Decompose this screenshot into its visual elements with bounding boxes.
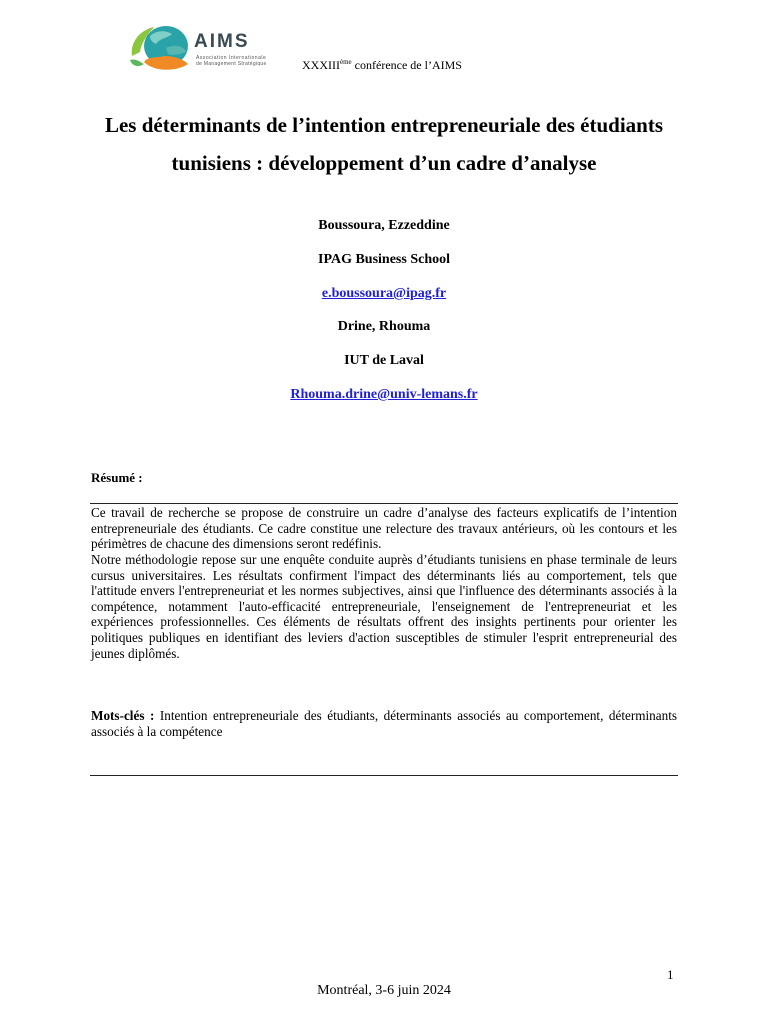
author-name-1: Boussoura, Ezzeddine xyxy=(318,218,450,233)
abstract-heading: Résumé : xyxy=(91,470,143,485)
keywords-label: Mots-clés : xyxy=(91,708,155,723)
conference-header xyxy=(302,58,462,73)
conference-ordinal: ème xyxy=(340,58,352,66)
keywords-text: Intention entrepreneuriale des étudiants, déterminants associés au comportement, déterminants associés à la compétence xyxy=(91,708,677,739)
logo-subtitle-line-1: Association Internationale xyxy=(196,55,267,61)
aims-globe-logo-icon xyxy=(126,22,192,74)
keywords xyxy=(91,708,677,739)
conference-name: conférence de l’AIMS xyxy=(351,58,462,72)
page-number: 1 xyxy=(667,967,674,982)
abstract-paragraph-1: Ce travail de recherche se propose de construire un cadre d’analyse des facteurs explicatifs de l’intention entrepreneuriale des étudiants. Ce cadre constitue une relecture des travaux antérieurs, où les contours et les périmètres de chacune des dimensions seront redéfinis. xyxy=(91,505,677,552)
author-name-2: Drine, Rhouma xyxy=(337,319,431,334)
logo-subtitle-line-2: de Management Stratégique xyxy=(196,61,267,67)
conference-number: XXXIII xyxy=(302,58,340,72)
aims-logo xyxy=(126,22,296,74)
author-affiliation-1: IPAG Business School xyxy=(318,252,450,267)
paper-title: Les déterminants de l’intention entrepreneuriale des étudiants tunisiens : développement d’un cadre d’analyse xyxy=(104,113,664,175)
abstract-paragraph-2: Notre méthodologie repose sur une enquête conduite auprès d’étudiants tunisiens en phase terminale de leurs cursus universitaires. Les résultats confirment l'impact des déterminants liés au comportement, tels que l'attitude envers l'entrepreneuriat et les normes subjectives, ainsi que l'influence des déterminants associés à la compétence, notamment l'auto-efficacité entrepreneuriale, l'enseignement de l'entrepreneuriat et les expériences professionnelles. Ces éléments de résultats offrent des insights pertinents pour orienter les politiques publiques en identifiant des leviers d'action susceptibles de stimuler l'esprit entrepreneurial des jeunes diplômés. xyxy=(91,552,677,661)
abstract-bottom-divider xyxy=(90,775,678,776)
author-email-link-2[interactable]: Rhouma.drine@univ-lemans.fr xyxy=(290,387,478,402)
author-email-link-1[interactable]: e.boussoura@ipag.fr xyxy=(321,286,447,301)
abstract-top-divider xyxy=(90,503,678,504)
logo-wordmark: AIMS xyxy=(194,31,250,52)
footer-location-date: Montréal, 3-6 juin 2024 xyxy=(317,983,451,998)
author-affiliation-2: IUT de Laval xyxy=(344,353,424,368)
